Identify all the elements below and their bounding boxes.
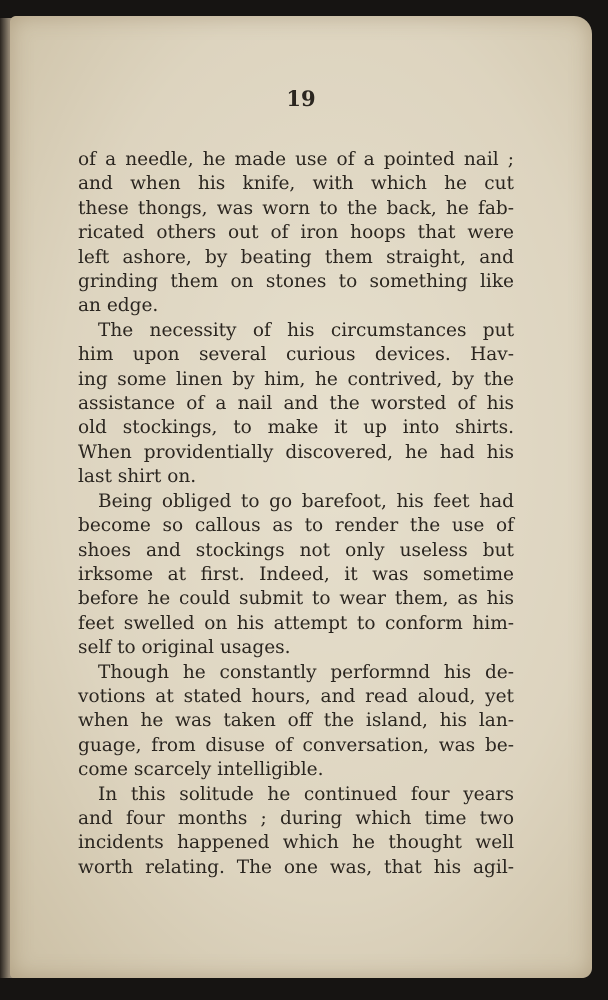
text-line: last shirt on. <box>78 466 197 488</box>
book-page <box>10 16 592 978</box>
text-line: irksome at first. Indeed, it was sometime <box>78 563 514 585</box>
page-text <box>78 148 514 880</box>
text-line: old stockings, to make it up into shirts. <box>78 417 514 439</box>
text-line: left ashore, by beating them straight, and <box>78 246 514 268</box>
text-line: grinding them on stones to something like <box>78 271 514 293</box>
text-line: feet swelled on his attempt to conform him- <box>78 612 514 634</box>
text-line: self to original usages. <box>78 637 291 659</box>
text-line: before he could submit to wear them, as his <box>78 588 514 610</box>
text-line: The necessity of his circumstances put <box>98 319 514 341</box>
page-number: 19 <box>286 86 316 111</box>
text-line: When providentially discovered, he had his <box>78 441 514 463</box>
text-line: him upon several curious devices. Hav- <box>78 344 514 366</box>
text-line: come scarcely intelligible. <box>78 759 324 781</box>
text-line: incidents happened which he thought well <box>78 832 514 854</box>
text-line: ing some linen by him, he contrived, by the <box>78 368 514 390</box>
text-line: assistance of a nail and the worsted of his <box>78 393 514 415</box>
text-line: shoes and stockings not only useless but <box>78 539 514 561</box>
text-line: of a needle, he made use of a pointed nail ; <box>78 149 514 170</box>
text-line: votions at stated hours, and read aloud, yet <box>78 685 514 707</box>
text-line: become so callous as to render the use of <box>78 515 514 537</box>
text-line: and four months ; during which time two <box>78 807 514 829</box>
text-line: worth relating. The one was, that his agil- <box>78 856 514 878</box>
text-line: these thongs, was worn to the back, he fab- <box>78 197 514 219</box>
text-line: guage, from disuse of conversation, was be- <box>78 734 514 756</box>
text-line: Though he constantly performnd his de- <box>98 661 514 683</box>
text-line: Being obliged to go barefoot, his feet had <box>98 490 514 512</box>
text-line: when he was taken off the island, his lan- <box>78 710 514 732</box>
text-line: In this solitude he continued four years <box>98 783 514 805</box>
text-line: an edge. <box>78 295 159 317</box>
text-line: and when his knife, with which he cut <box>78 173 514 195</box>
text-line: ricated others out of iron hoops that were <box>78 222 514 244</box>
